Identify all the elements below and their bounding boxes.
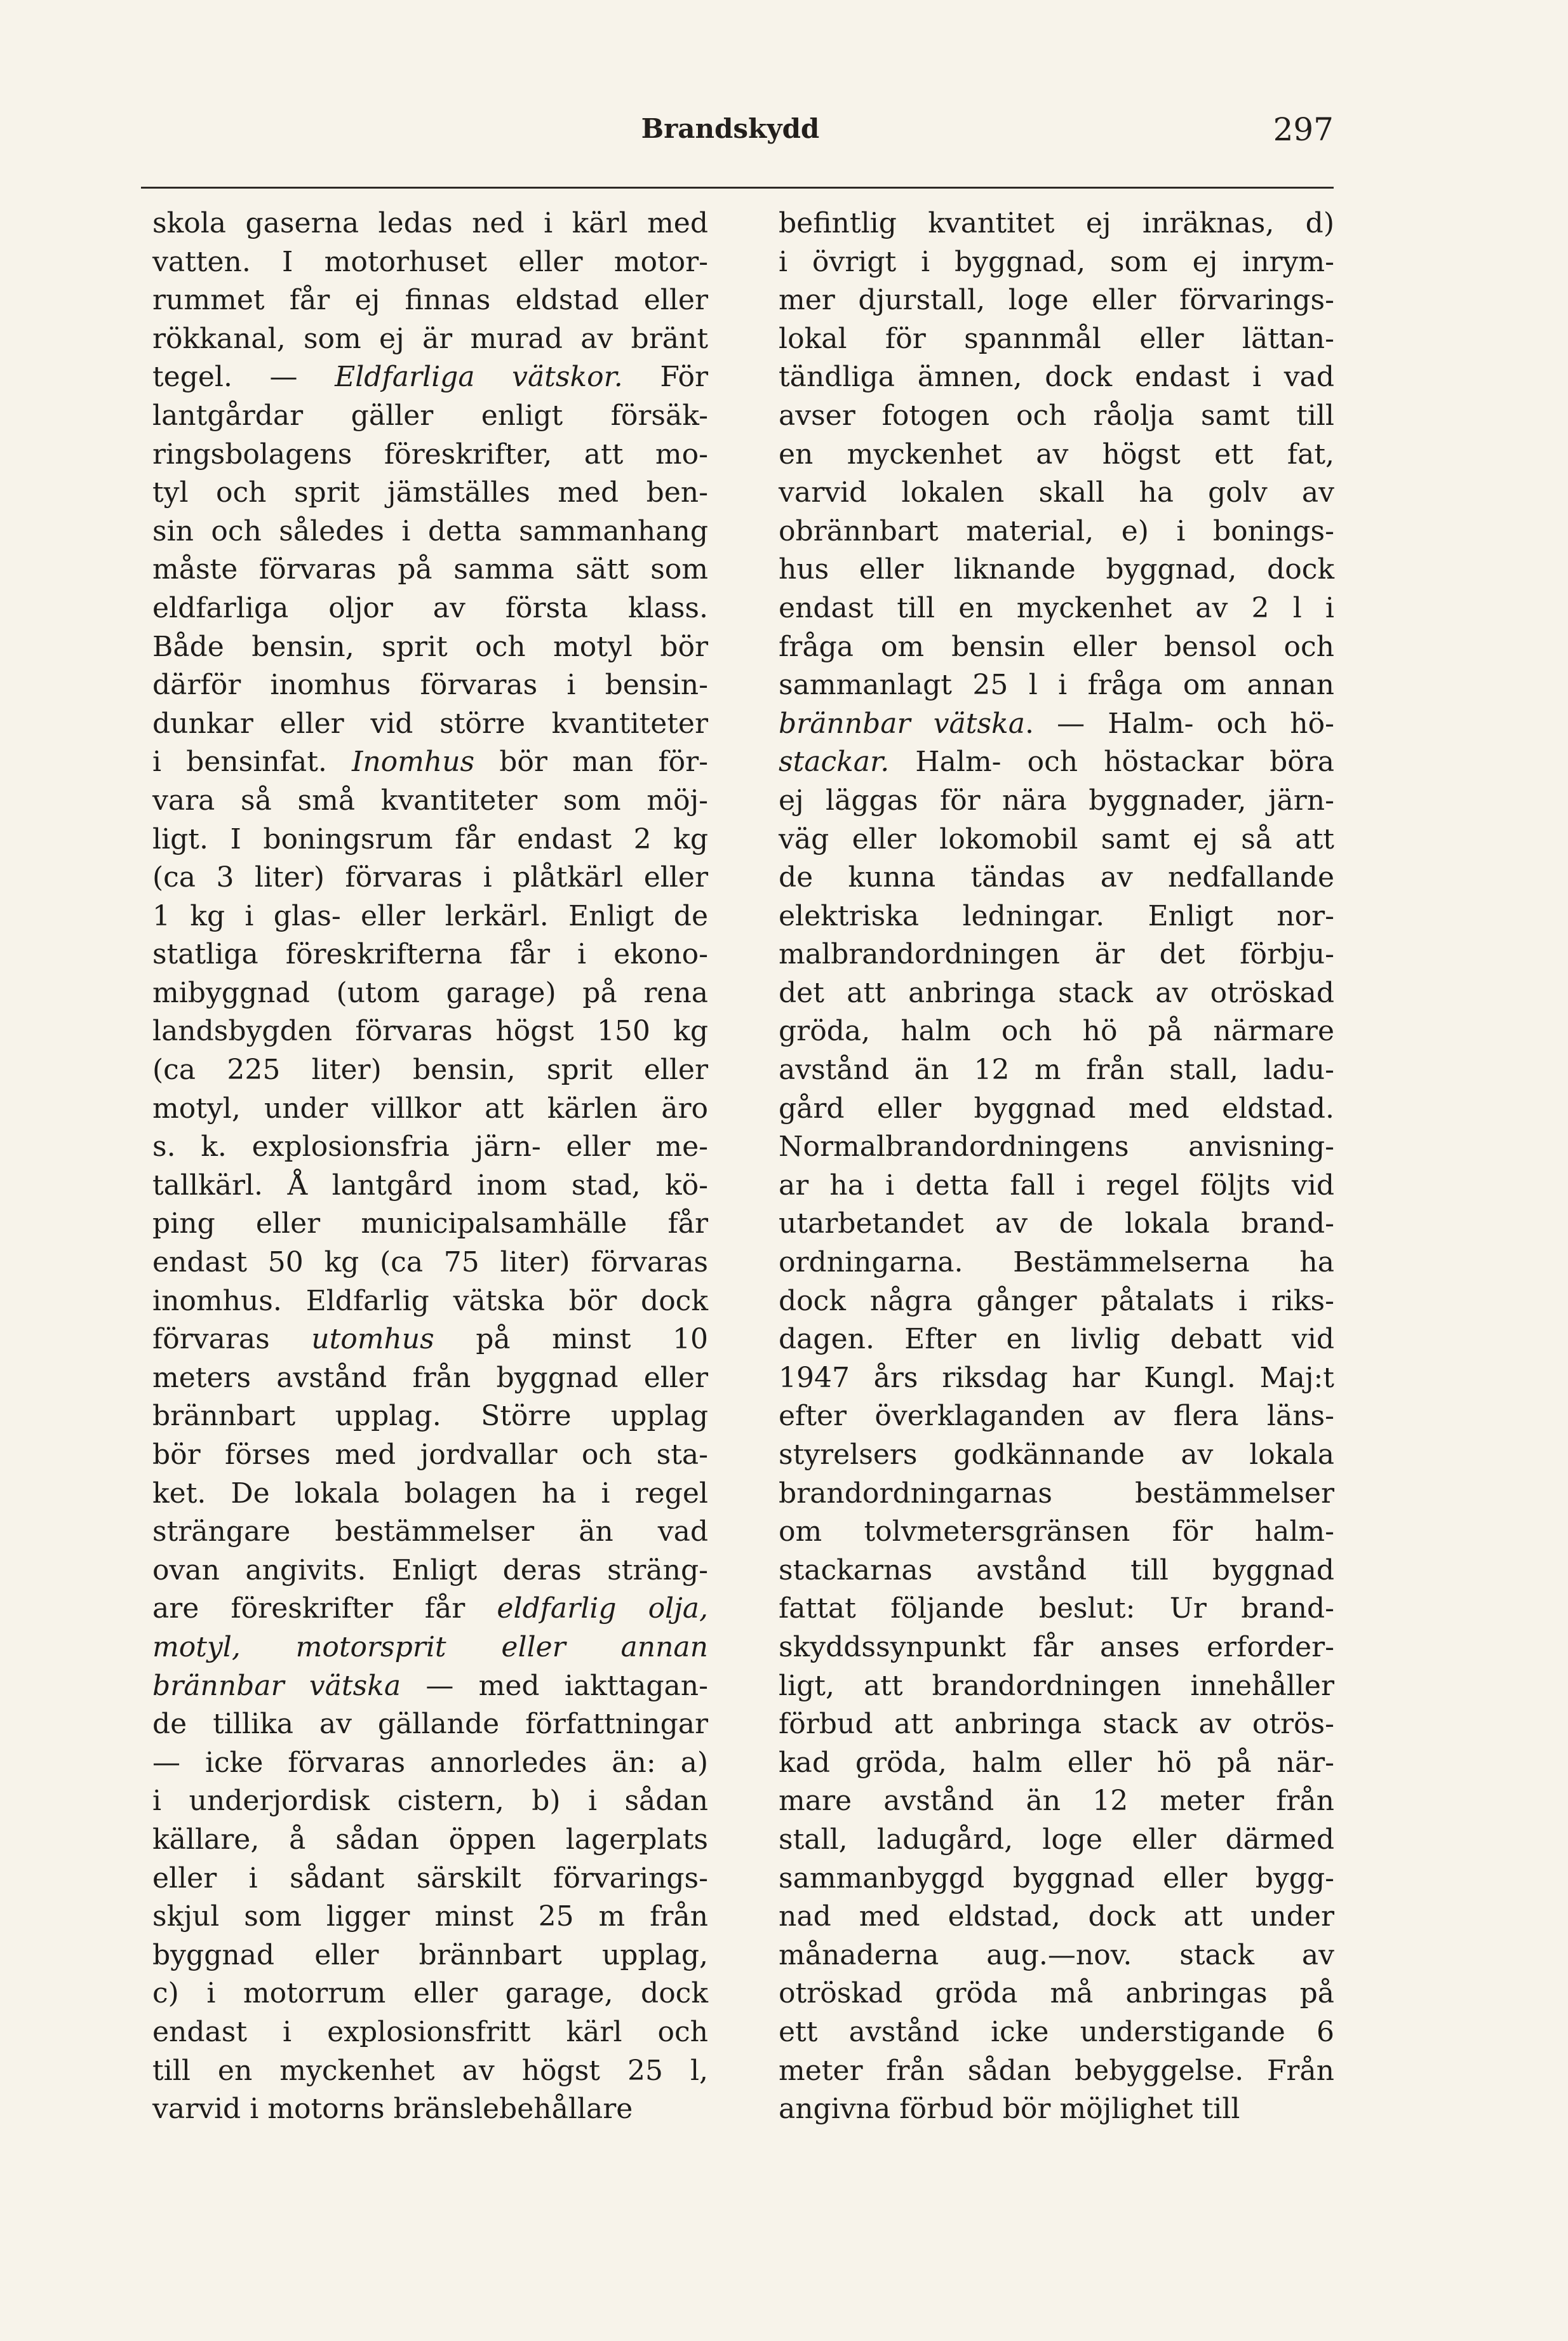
text-line: dock några gånger påtalats i riks- <box>779 1284 1334 1317</box>
text-line: skola gaserna ledas ned i kärl med <box>152 207 708 239</box>
text-line: rummet får ej finnas eldstad eller <box>152 284 708 317</box>
text-line: (ca 3 liter) förvaras i plåtkärl eller <box>152 861 708 894</box>
text-line: hus eller liknande byggnad, dock <box>779 553 1334 586</box>
text-line: en myckenhet av högst ett fat, <box>779 438 1334 471</box>
text-line: i underjordisk cistern, b) i sådan <box>152 1785 708 1818</box>
text-line: mer djurstall, loge eller förvarings- <box>779 284 1334 317</box>
text-line: statliga föreskrifterna får i ekono- <box>152 938 708 971</box>
text-line: om tolvmetersgränsen för halm- <box>779 1515 1334 1548</box>
text-line: nad med eldstad, dock att under <box>779 1900 1334 1933</box>
text-line: förbud att anbringa stack av otrös- <box>779 1708 1334 1741</box>
text-line: meters avstånd från byggnad eller <box>152 1361 708 1394</box>
text-line: tallkärl. Å lantgård inom stad, kö- <box>152 1169 708 1202</box>
text-line: tändliga ämnen, dock endast i vad <box>779 361 1334 394</box>
text-line: 1947 års riksdag har Kungl. Maj:t <box>779 1361 1334 1394</box>
text-line: de kunna tändas av nedfallande <box>779 861 1334 894</box>
text-line: i övrigt i byggnad, som ej inrym- <box>779 245 1334 278</box>
text-line: ar ha i detta fall i regel följts vid <box>779 1169 1334 1202</box>
text-line: ovan angivits. Enligt deras sträng- <box>152 1553 708 1586</box>
text-line: mibyggnad (utom garage) på rena <box>152 976 708 1009</box>
text-line: 1 kg i glas- eller lerkärl. Enligt de <box>152 899 708 932</box>
text-line: förvaras utomhus på minst 10 <box>152 1323 708 1356</box>
text-line: dunkar eller vid större kvantiteter <box>152 707 708 740</box>
text-line: vatten. I motorhuset eller motor- <box>152 245 708 278</box>
text-line: angivna förbud bör möjlighet till <box>779 2093 1240 2126</box>
text-line: brännbar vätska — med iakttagan- <box>152 1669 708 1702</box>
text-line: c) i motorrum eller garage, dock <box>152 1977 708 2010</box>
text-line: ping eller municipalsamhälle får <box>152 1207 708 1240</box>
text-line: tegel. — Eldfarliga vätskor. För <box>152 361 708 394</box>
text-line: befintlig kvantitet ej inräknas, d) <box>779 207 1334 239</box>
text-line: eldfarliga oljor av första klass. <box>152 591 708 624</box>
right-text-column <box>779 205 1334 2129</box>
text-line: endast 50 kg (ca 75 liter) förvaras <box>152 1246 708 1279</box>
text-line: avstånd än 12 m från stall, ladu- <box>779 1054 1334 1087</box>
text-line: endast till en myckenhet av 2 l i <box>779 591 1334 624</box>
text-line: mare avstånd än 12 meter från <box>779 1785 1334 1818</box>
text-line: ringsbolagens föreskrifter, att mo- <box>152 438 708 471</box>
text-line: elektriska ledningar. Enligt nor- <box>779 899 1334 932</box>
text-line: stall, ladugård, loge eller därmed <box>779 1823 1334 1856</box>
left-text-column <box>152 205 708 2129</box>
text-line: månaderna aug.—nov. stack av <box>779 1938 1334 1971</box>
text-line: byggnad eller brännbart upplag, <box>152 1938 708 1971</box>
text-line: därför inomhus förvaras i bensin- <box>152 669 708 702</box>
text-line: varvid lokalen skall ha golv av <box>779 476 1334 509</box>
text-line: till en myckenhet av högst 25 l, <box>152 2054 708 2087</box>
text-line: ett avstånd icke understigande 6 <box>779 2015 1334 2048</box>
text-line: kad gröda, halm eller hö på när- <box>779 1746 1334 1779</box>
text-line: eller i sådant särskilt förvarings- <box>152 1861 708 1895</box>
text-line: ligt, att brandordningen innehåller <box>779 1669 1334 1702</box>
text-line: väg eller lokomobil samt ej så att <box>779 822 1334 855</box>
text-line: tyl och sprit jämställes med ben- <box>152 476 708 509</box>
text-line: ligt. I boningsrum får endast 2 kg <box>152 822 708 855</box>
text-line: efter överklaganden av flera läns- <box>779 1400 1334 1433</box>
text-line: fråga om bensin eller bensol och <box>779 630 1334 663</box>
text-line: avser fotogen och råolja samt till <box>779 399 1334 432</box>
text-line: strängare bestämmelser än vad <box>152 1515 708 1548</box>
text-line: s. k. explosionsfria järn- eller me- <box>152 1130 708 1164</box>
text-line: are föreskrifter får eldfarlig olja, <box>152 1592 708 1625</box>
text-line: skjul som ligger minst 25 m från <box>152 1900 708 1933</box>
text-line: inomhus. Eldfarlig vätska bör dock <box>152 1284 708 1317</box>
text-line: malbrandordningen är det förbju- <box>779 938 1334 971</box>
text-line: vara så små kvantiteter som möj- <box>152 784 708 817</box>
text-line: meter från sådan bebyggelse. Från <box>779 2054 1334 2087</box>
running-title: Brandskydd <box>641 113 820 144</box>
text-line: källare, å sådan öppen lagerplats <box>152 1823 708 1856</box>
text-line: varvid i motorns bränslebehållare <box>152 2093 633 2126</box>
text-line: brännbar vätska. — Halm- och hö- <box>779 707 1334 740</box>
text-line: stackarnas avstånd till byggnad <box>779 1553 1334 1586</box>
text-line: gröda, halm och hö på närmare <box>779 1015 1334 1048</box>
text-line: Normalbrandordningens anvisning- <box>779 1130 1334 1164</box>
text-line: obrännbart material, e) i bonings- <box>779 514 1334 547</box>
page-number: 297 <box>1273 111 1334 148</box>
text-line: utarbetandet av de lokala brand- <box>779 1207 1334 1240</box>
text-line: sin och således i detta sammanhang <box>152 514 708 547</box>
text-line: fattat följande beslut: Ur brand- <box>779 1592 1334 1625</box>
text-line: rökkanal, som ej är murad av bränt <box>152 322 708 355</box>
text-line: lokal för spannmål eller lättan- <box>779 322 1334 355</box>
text-line: de tillika av gällande författningar <box>152 1708 708 1741</box>
text-line: skyddssynpunkt får anses erforder- <box>779 1630 1334 1663</box>
text-line: brandordningarnas bestämmelser <box>779 1477 1334 1510</box>
text-line: måste förvaras på samma sätt som <box>152 553 708 586</box>
text-line: ordningarna. Bestämmelserna ha <box>779 1246 1334 1279</box>
text-line: gård eller byggnad med eldstad. <box>779 1092 1334 1125</box>
text-line: dagen. Efter en livlig debatt vid <box>779 1323 1334 1356</box>
header-rule <box>141 187 1334 189</box>
text-line: stackar. Halm- och höstackar böra <box>779 746 1334 779</box>
text-line: landsbygden förvaras högst 150 kg <box>152 1015 708 1048</box>
text-line: — icke förvaras annorledes än: a) <box>152 1746 708 1779</box>
text-line: styrelsers godkännande av lokala <box>779 1439 1334 1471</box>
text-line: brännbart upplag. Större upplag <box>152 1400 708 1433</box>
text-line: otröskad gröda må anbringas på <box>779 1977 1334 2010</box>
text-line: ej läggas för nära byggnader, järn- <box>779 784 1334 817</box>
text-line: (ca 225 liter) bensin, sprit eller <box>152 1054 708 1087</box>
text-line: ket. De lokala bolagen ha i regel <box>152 1477 708 1510</box>
text-line: motyl, motorsprit eller annan <box>152 1630 708 1663</box>
text-line: Både bensin, sprit och motyl bör <box>152 630 708 663</box>
text-line: det att anbringa stack av otröskad <box>779 976 1334 1009</box>
text-line: sammanbyggd byggnad eller bygg- <box>779 1861 1334 1895</box>
text-line: i bensinfat. Inomhus bör man för- <box>152 746 708 779</box>
text-line: endast i explosionsfritt kärl och <box>152 2015 708 2048</box>
text-line: sammanlagt 25 l i fråga om annan <box>779 669 1334 702</box>
text-line: lantgårdar gäller enligt försäk- <box>152 399 708 432</box>
text-line: motyl, under villkor att kärlen äro <box>152 1092 708 1125</box>
text-line: bör förses med jordvallar och sta- <box>152 1439 708 1471</box>
